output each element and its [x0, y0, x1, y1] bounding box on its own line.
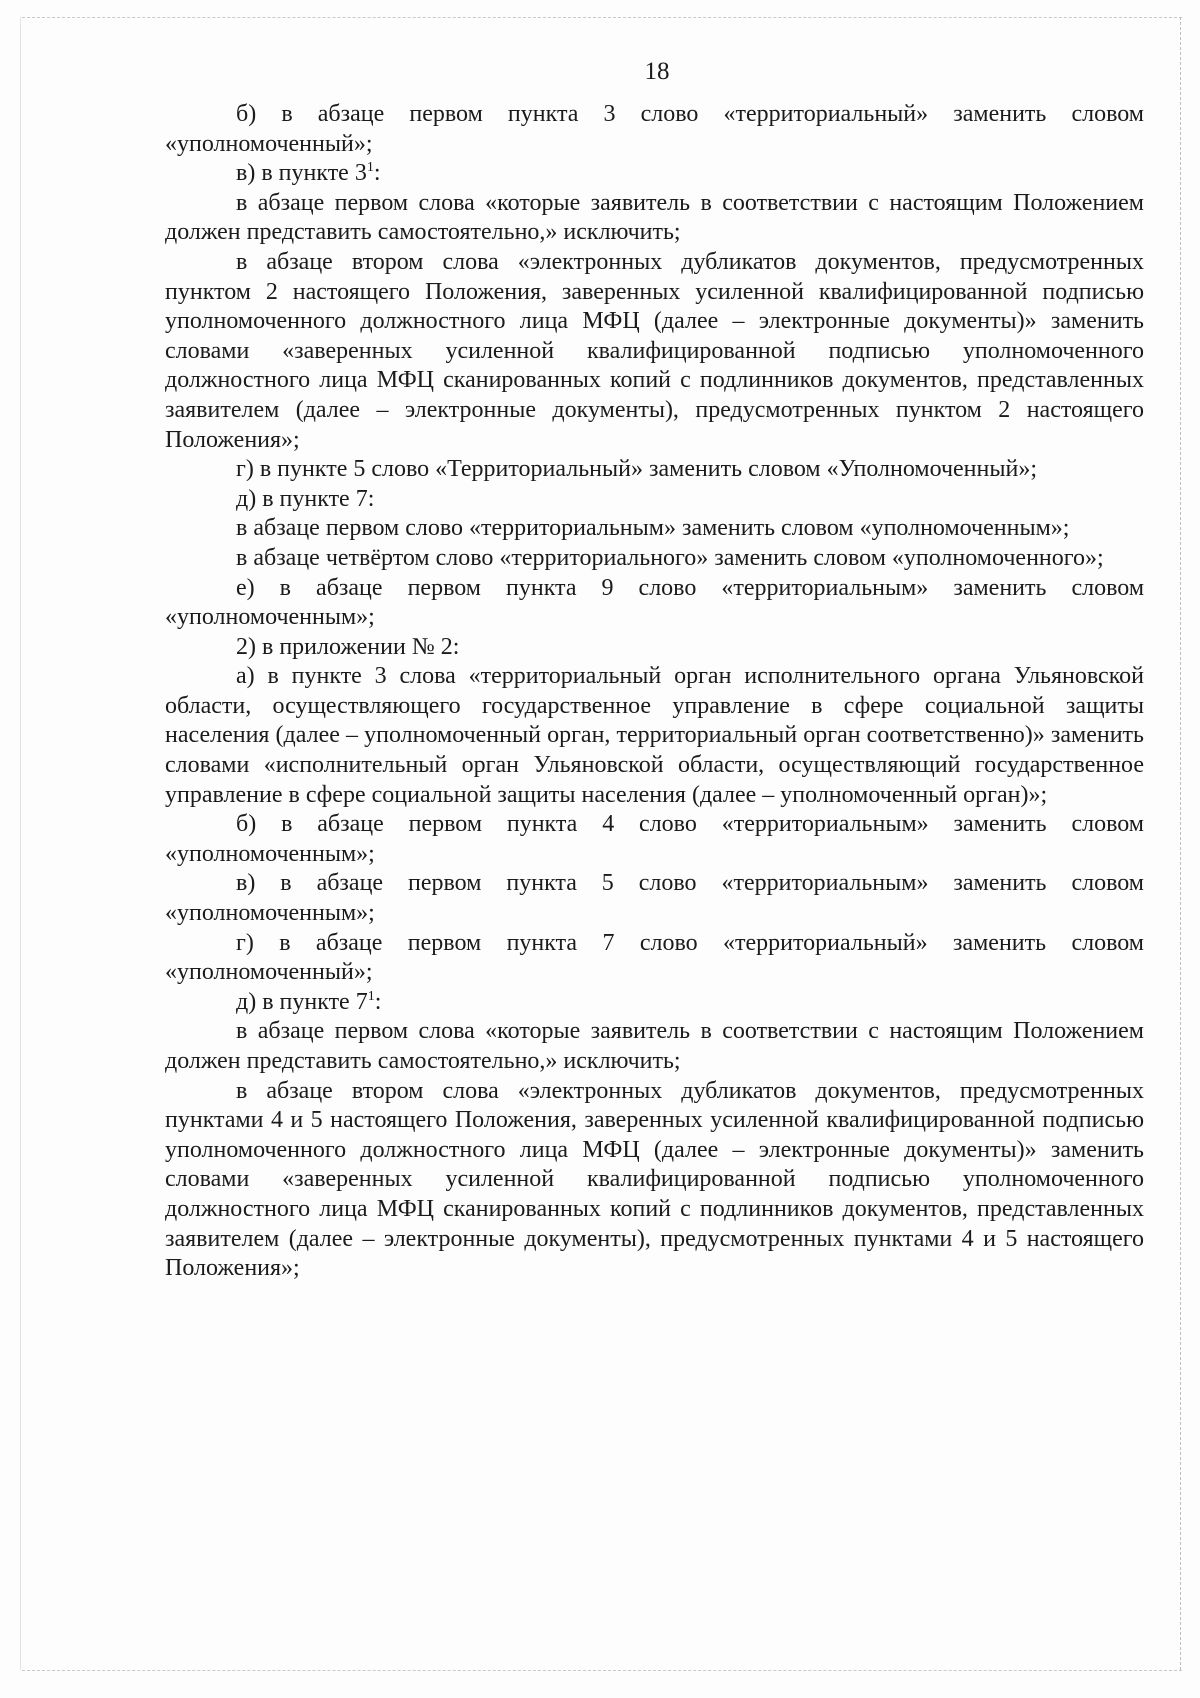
paragraph-d-first-abzac: в абзаце первом слово «территориальным» заменить словом «уполномоченным»; — [236, 515, 1070, 542]
document-body — [165, 100, 1144, 1284]
superscript: 1 — [367, 988, 375, 1004]
scan-edge-bottom — [22, 1670, 1182, 1671]
paragraph-b: б) в абзаце первом пункта 3 слово «территориальный» заменить словом «уполномоченный»; — [165, 101, 1144, 157]
paragraph-appendix-2: 2) в приложении № 2: — [236, 633, 460, 660]
scan-edge-right — [1180, 17, 1181, 1670]
paragraph-v-first-abzac: в абзаце первом слова «которые заявитель в соответствии с настоящим Положением должен представить самостоятельно,» исключить; — [165, 189, 1144, 246]
page-number: 18 — [644, 58, 670, 85]
paragraph-g-2: г) в абзаце первом пункта 7 слово «территориальный» заменить словом «уполномоченный»; — [165, 929, 1144, 986]
paragraph-d-2-second-abzac: в абзаце втором слова «электронных дубликатов документов, предусмотренных пунктами 4 и 5 настоящего Положения, заверенных усиленной квалифицированной подписью уполномоченного должностного лица МФЦ (далее – электронные документы)» заменить словами «заверенных усиленной квалифицированной подписью уполномоченного должностного лица МФЦ сканированных копий с подлинников документов, представленных заявителем (далее – электронные документы), предусмотренных пунктами 4 и 5 настоящего Положения»; — [165, 1077, 1144, 1282]
paragraph-b-2: б) в абзаце первом пункта 4 слово «территориальным» заменить словом «уполномоченным»; — [165, 811, 1144, 867]
scan-edge-left — [20, 17, 21, 1670]
paragraph-v-second-abzac: в абзаце втором слова «электронных дубликатов документов, предусмотренных пунктом 2 настоящего Положения, заверенных усиленной квалифицированной подписью уполномоченного должностного лица МФЦ (далее – электронные документы)» заменить словами «заверенных усиленной квалифицированной подписью уполномоченного должностного лица МФЦ сканированных копий с подлинников документов, представленных заявителем (далее – электронные документы), предусмотренных пунктом 2 настоящего Положения»; — [165, 248, 1144, 453]
paragraph-v-2: в) в абзаце первом пункта 5 слово «территориальным» заменить словом «уполномоченным»; — [165, 870, 1144, 927]
paragraph-a: а) в пункте 3 слова «территориальный орган исполнительного органа Ульяновской области, осуществляющего государственное управление в сфере социальной защиты населения (далее – уполномоченный орган, территориальный орган соответственно)» заменить словами «исполнительный орган Ульяновской области, осуществляющий государственное управление в сфере социальной защиты населения (далее – уполномоченный орган)»; — [165, 663, 1144, 808]
paragraph-v: в) в пункте $3^1$: — [236, 160, 381, 187]
scan-edge-top — [22, 17, 1182, 18]
paragraph-g: г) в пункте 5 слово «Территориальный» заменить словом «Уполномоченный»; — [236, 456, 1037, 483]
paragraph-e: е) в абзаце первом пункта 9 слово «территориальным» заменить словом «уполномоченным»; — [165, 574, 1144, 631]
superscript: 1 — [366, 160, 374, 176]
paragraph-d-2: д) в пункте $7^1$: — [236, 988, 382, 1015]
paragraph-d: д) в пункте 7: — [236, 485, 375, 512]
paragraph-d-fourth-abzac: в абзаце четвёртом слово «территориального» заменить словом «уполномоченного»; — [236, 544, 1104, 571]
paragraph-d-2-first-abzac: в абзаце первом слова «которые заявитель в соответствии с настоящим Положением должен представить самостоятельно,» исключить; — [165, 1018, 1144, 1074]
